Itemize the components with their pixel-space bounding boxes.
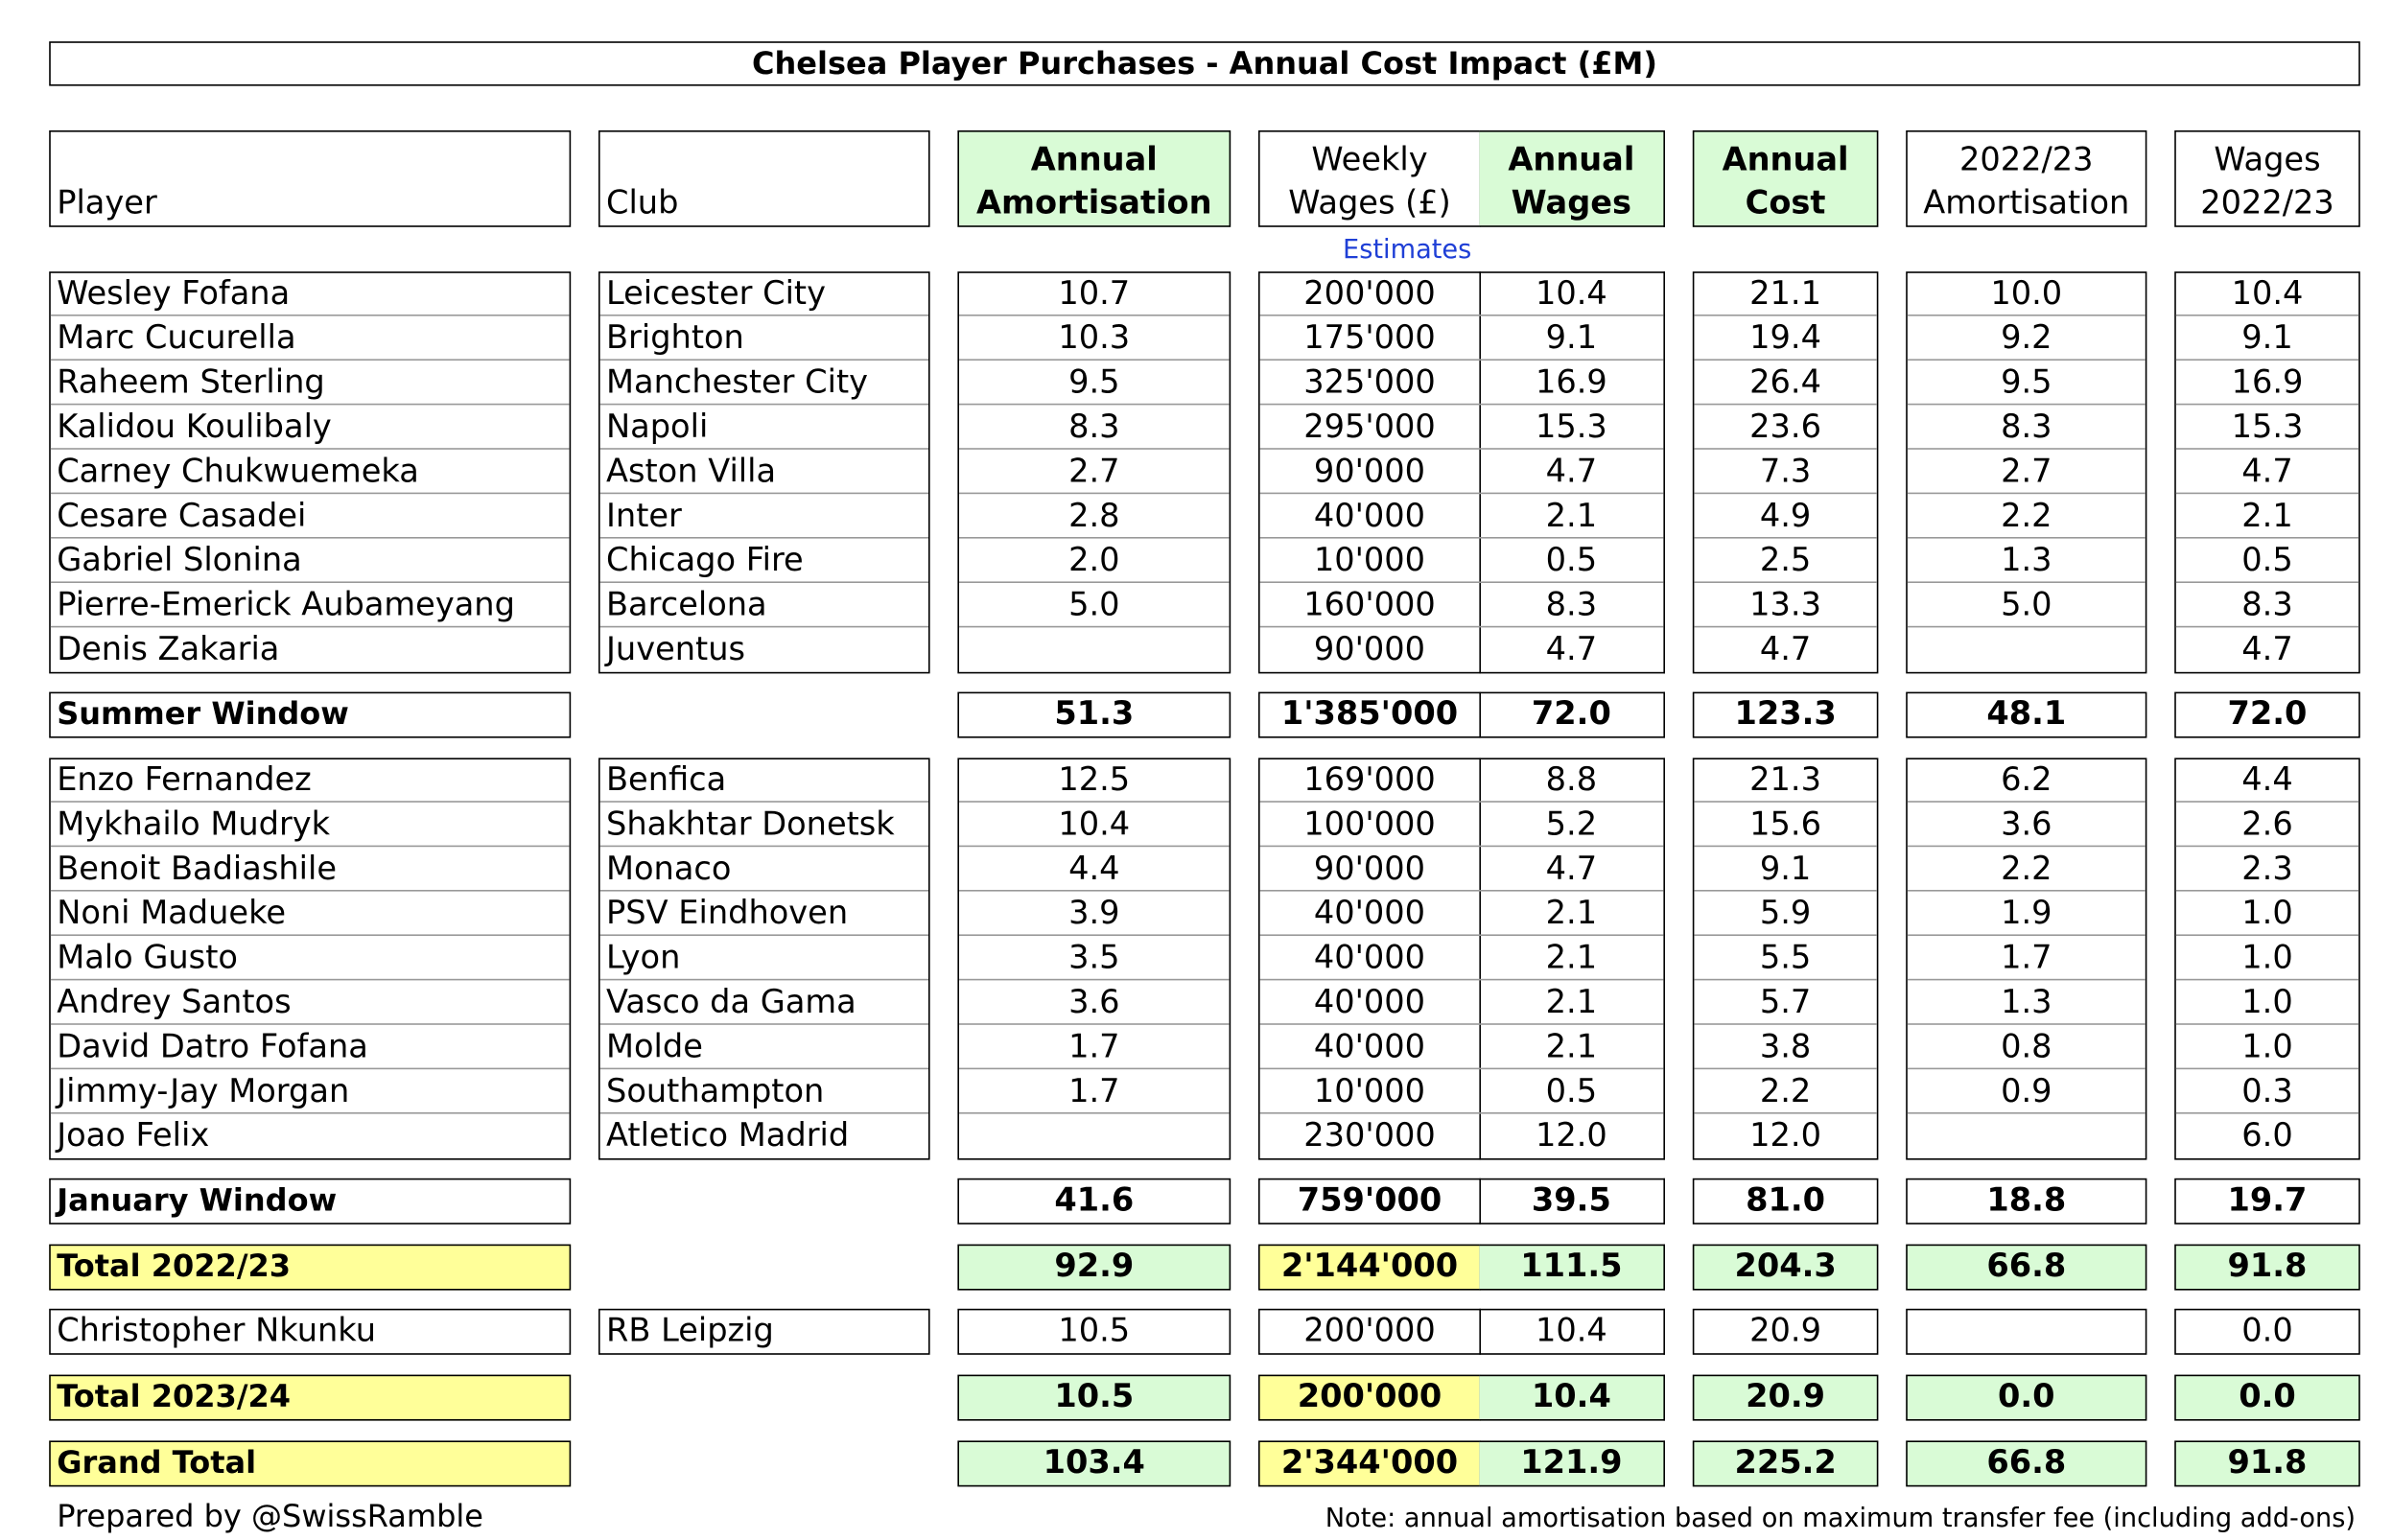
cell-player: Malo Gusto: [51, 936, 570, 980]
cell-weekly: 40'000: [1260, 892, 1480, 936]
cell-cost: 3.8: [1694, 1025, 1876, 1069]
cell-player: David Datro Fofana: [51, 1025, 570, 1069]
cell-am23: 9.2: [1908, 316, 2146, 361]
cell-club: Manchester City: [600, 361, 928, 405]
summer-total-cost-column: [1693, 692, 1879, 738]
cell-club: Shakhtar Donetsk: [600, 803, 928, 847]
header-amort: Annual Amortisation: [957, 130, 1231, 227]
cell-amort: [959, 1114, 1230, 1158]
total-2324-player-column: [49, 1375, 571, 1421]
summer-total-player-column: [49, 692, 571, 738]
cell-cost: 23.6: [1694, 405, 1876, 449]
total-cell-wages: 72.0: [1531, 694, 1611, 733]
cell-wages: 0.5: [1479, 1069, 1663, 1113]
summer-rows-am23-column: [1906, 271, 2146, 673]
footnote: Note: annual amortisation based on maximum transfer fee (including add-ons): [1325, 1504, 2356, 1534]
cell-weekly: 40'000: [1260, 980, 1480, 1024]
cell-wages: 10.4: [1535, 1312, 1607, 1349]
total-cell-am23: 48.1: [1986, 694, 2067, 733]
header-weekly: Weekly Wages (£): [1258, 130, 1481, 227]
nkunku-rows-am23-column: [1906, 1309, 2146, 1355]
cell-weekly: 40'000: [1260, 1025, 1480, 1069]
cell-amort: 2.0: [959, 539, 1230, 583]
cell-amort: 3.9: [959, 892, 1230, 936]
cell-cost: 19.4: [1694, 316, 1876, 361]
january-rows-amort-column: [957, 758, 1231, 1159]
cell-player: Marc Cucurella: [51, 316, 570, 361]
cell-wages: 16.9: [1479, 361, 1663, 405]
header-cost: Annual Cost: [1693, 130, 1879, 227]
cell-wg23: 8.3: [2176, 583, 2358, 627]
cell-cost: 21.3: [1694, 758, 1876, 802]
cell-am23: 0.8: [1908, 1025, 2146, 1069]
cell-amort: 10.7: [959, 271, 1230, 315]
nkunku-rows-weekly-column: [1258, 1309, 1481, 1355]
summer-total-amort-column: [957, 692, 1231, 738]
total-cell-amort: 10.5: [1054, 1377, 1135, 1415]
cell-amort: [959, 627, 1230, 671]
nkunku-rows-club-column: [598, 1309, 930, 1355]
grand-total-cost-column: [1693, 1440, 1879, 1486]
summer-rows-weekly-column: [1258, 271, 1481, 673]
cell-wages: 8.3: [1479, 583, 1663, 627]
cell-wages: 0.5: [1479, 539, 1663, 583]
total-cell-weekly: 759'000: [1297, 1181, 1442, 1219]
cell-wg23: 9.1: [2176, 316, 2358, 361]
cell-club: Molde: [600, 1025, 928, 1069]
cell-cost: 2.2: [1694, 1069, 1876, 1113]
header-club: Club: [598, 130, 930, 227]
total-cell-cost: 204.3: [1734, 1247, 1837, 1285]
cell-am23: [1908, 1309, 2146, 1353]
total-cell-weekly: 2'344'000: [1280, 1443, 1459, 1481]
cell-wg23: 2.3: [2176, 847, 2358, 891]
cell-amort: 2.8: [959, 494, 1230, 538]
summer-total-weekly-column: [1258, 692, 1481, 738]
cell-amort: 1.7: [959, 1025, 1230, 1069]
summer-rows-player-column: [49, 271, 571, 673]
cell-wg23: 1.0: [2176, 892, 2358, 936]
table-title: Chelsea Player Purchases - Annual Cost Impact (£M): [49, 41, 2360, 85]
total-cell-cost: 225.2: [1734, 1443, 1837, 1481]
summer-rows-wg23-column: [2174, 271, 2360, 673]
cell-club: Brighton: [600, 316, 928, 361]
summer-total-wg23-column: [2174, 692, 2360, 738]
cell-player: Andrey Santos: [51, 980, 570, 1024]
total-cell-player: Summer Window: [57, 694, 349, 733]
january-total-player-column: [49, 1178, 571, 1225]
january-rows-wg23-column: [2174, 758, 2360, 1159]
cell-weekly: 90'000: [1260, 847, 1480, 891]
total-2223-cost-column: [1693, 1245, 1879, 1291]
cell-am23: 9.5: [1908, 361, 2146, 405]
cell-amort: 4.4: [959, 847, 1230, 891]
total-2223-player-column: [49, 1245, 571, 1291]
total-cell-wg23: 0.0: [2239, 1377, 2296, 1415]
cell-cost: 4.9: [1694, 494, 1876, 538]
cell-wages: 2.1: [1479, 980, 1663, 1024]
total-2324-wages-column: [1479, 1375, 1665, 1421]
cell-amort: 10.4: [959, 803, 1230, 847]
cell-weekly: 10'000: [1260, 1069, 1480, 1113]
january-total-am23-column: [1906, 1178, 2146, 1225]
cell-amort: 2.7: [959, 450, 1230, 494]
cell-club: Leicester City: [600, 271, 928, 315]
header-wg23: Wages 2022/23: [2174, 130, 2360, 227]
cell-cost: 5.9: [1694, 892, 1876, 936]
cell-amort: 8.3: [959, 405, 1230, 449]
cell-wages: 2.1: [1479, 936, 1663, 980]
cell-am23: 0.9: [1908, 1069, 2146, 1113]
total-2223-am23-column: [1906, 1245, 2146, 1291]
cell-player: Carney Chukwuemeka: [51, 450, 570, 494]
total-2324-cost-column: [1693, 1375, 1879, 1421]
cell-club: Napoli: [600, 405, 928, 449]
cell-wg23: 2.1: [2176, 494, 2358, 538]
header-am23: 2022/23 Amortisation: [1906, 130, 2146, 227]
january-rows-cost-column: [1693, 758, 1879, 1159]
cell-am23: 1.7: [1908, 936, 2146, 980]
cell-am23: 1.3: [1908, 980, 2146, 1024]
cell-club: Inter: [600, 494, 928, 538]
total-2223-amort-column: [957, 1245, 1231, 1291]
cell-player: Kalidou Koulibaly: [51, 405, 570, 449]
cell-amort: 10.5: [1058, 1312, 1131, 1349]
cell-club: Benfica: [600, 758, 928, 802]
cell-cost: 26.4: [1694, 361, 1876, 405]
cell-wages: 2.1: [1479, 494, 1663, 538]
total-cell-wages: 121.9: [1520, 1443, 1623, 1481]
cell-weekly: 160'000: [1260, 583, 1480, 627]
summer-rows-wages-column: [1479, 271, 1665, 673]
total-cell-weekly: 2'144'000: [1280, 1247, 1459, 1285]
cell-club: Atletico Madrid: [606, 1116, 850, 1155]
nkunku-rows-player-column: [49, 1309, 571, 1355]
cell-am23: 2.7: [1908, 450, 2146, 494]
cell-club: Lyon: [600, 936, 928, 980]
january-total-amort-column: [957, 1178, 1231, 1225]
cell-club: Chicago Fire: [600, 539, 928, 583]
cell-amort: 9.5: [959, 361, 1230, 405]
cell-player: Christopher Nkunku: [57, 1312, 377, 1349]
summer-total-wages-column: [1479, 692, 1665, 738]
total-2324-am23-column: [1906, 1375, 2146, 1421]
cell-wg23: 1.0: [2176, 980, 2358, 1024]
grand-total-am23-column: [1906, 1440, 2146, 1486]
cell-amort: 3.6: [959, 980, 1230, 1024]
total-2324-amort-column: [957, 1375, 1231, 1421]
total-cell-am23: 66.8: [1986, 1247, 2067, 1285]
cell-cost: 7.3: [1694, 450, 1876, 494]
total-cell-amort: 41.6: [1054, 1181, 1135, 1219]
january-rows-am23-column: [1906, 758, 2146, 1159]
cell-player: Denis Zakaria: [57, 630, 280, 667]
cell-player: Noni Madueke: [51, 892, 570, 936]
cell-wages: 2.1: [1479, 1025, 1663, 1069]
cell-club: Monaco: [600, 847, 928, 891]
january-rows-club-column: [598, 758, 930, 1159]
cell-amort: 1.7: [959, 1069, 1230, 1113]
cell-wg23: 0.0: [2241, 1312, 2293, 1349]
cell-weekly: 200'000: [1303, 1312, 1436, 1349]
cell-cost: 21.1: [1694, 271, 1876, 315]
cell-wg23: 0.5: [2176, 539, 2358, 583]
total-cell-wages: 10.4: [1531, 1377, 1611, 1415]
total-cell-weekly: 1'385'000: [1280, 694, 1459, 733]
cell-am23: [1908, 627, 2146, 671]
total-cell-amort: 51.3: [1054, 694, 1135, 733]
nkunku-rows-wg23-column: [2174, 1309, 2360, 1355]
cell-am23: 1.3: [1908, 539, 2146, 583]
cell-cost: 13.3: [1694, 583, 1876, 627]
total-cell-wg23: 91.8: [2227, 1443, 2308, 1481]
cell-wg23: 4.7: [2176, 450, 2358, 494]
total-2223-wages-column: [1479, 1245, 1665, 1291]
estimates-note: Estimates: [1343, 234, 1472, 266]
cell-wages: 2.1: [1479, 892, 1663, 936]
total-2324-weekly-column: [1258, 1375, 1481, 1421]
header-player: Player: [49, 130, 571, 227]
cell-weekly: 295'000: [1260, 405, 1480, 449]
cell-am23: [1908, 1114, 2146, 1158]
total-2324-wg23-column: [2174, 1375, 2360, 1421]
january-rows-player-column: [49, 758, 571, 1159]
cell-club: PSV Eindhoven: [600, 892, 928, 936]
cell-am23: 10.0: [1908, 271, 2146, 315]
total-2223-wg23-column: [2174, 1245, 2360, 1291]
summer-rows-amort-column: [957, 271, 1231, 673]
total-cell-player: Total 2022/23: [57, 1247, 292, 1285]
grand-total-amort-column: [957, 1440, 1231, 1486]
cell-wages: 8.8: [1479, 758, 1663, 802]
cell-wages: 4.7: [1479, 450, 1663, 494]
cell-weekly: 200'000: [1260, 271, 1480, 315]
cell-amort: 12.5: [959, 758, 1230, 802]
cell-player: Wesley Fofana: [51, 271, 570, 315]
total-cell-wages: 111.5: [1520, 1247, 1623, 1285]
cell-cost: 5.5: [1694, 936, 1876, 980]
cell-am23: 3.6: [1908, 803, 2146, 847]
total-cell-wg23: 91.8: [2227, 1247, 2308, 1285]
cell-wages: 5.2: [1479, 803, 1663, 847]
total-cell-am23: 66.8: [1986, 1443, 2067, 1481]
cell-club: Vasco da Gama: [600, 980, 928, 1024]
grand-total-player-column: [49, 1440, 571, 1486]
grand-total-weekly-column: [1258, 1440, 1481, 1486]
cell-wages: 12.0: [1535, 1116, 1607, 1155]
total-cell-player: Total 2023/24: [57, 1377, 292, 1415]
cell-weekly: 325'000: [1260, 361, 1480, 405]
cell-weekly: 90'000: [1260, 450, 1480, 494]
cell-wages: 10.4: [1479, 271, 1663, 315]
total-cell-cost: 20.9: [1746, 1377, 1826, 1415]
january-total-wg23-column: [2174, 1178, 2360, 1225]
cell-weekly: 40'000: [1260, 936, 1480, 980]
cell-wg23: 1.0: [2176, 936, 2358, 980]
january-total-wages-column: [1479, 1178, 1665, 1225]
total-cell-amort: 103.4: [1043, 1443, 1145, 1481]
cell-am23: 2.2: [1908, 494, 2146, 538]
cell-am23: 6.2: [1908, 758, 2146, 802]
cell-player: Pierre-Emerick Aubameyang: [51, 583, 570, 627]
cell-club: Southampton: [600, 1069, 928, 1113]
cell-cost: 4.7: [1759, 630, 1812, 667]
grand-total-wg23-column: [2174, 1440, 2360, 1486]
january-total-cost-column: [1693, 1178, 1879, 1225]
cell-wages: 4.7: [1479, 847, 1663, 891]
cell-wages: 9.1: [1479, 316, 1663, 361]
january-total-weekly-column: [1258, 1178, 1481, 1225]
cell-player: Raheem Sterling: [51, 361, 570, 405]
total-cell-am23: 0.0: [1998, 1377, 2055, 1415]
cell-cost: 12.0: [1749, 1116, 1821, 1155]
header-wages: Annual Wages: [1479, 130, 1665, 227]
total-cell-amort: 92.9: [1054, 1247, 1135, 1285]
cell-wg23: 16.9: [2176, 361, 2358, 405]
total-cell-weekly: 200'000: [1297, 1377, 1442, 1415]
cell-weekly: 40'000: [1260, 494, 1480, 538]
cell-amort: 3.5: [959, 936, 1230, 980]
cell-club: Juventus: [606, 630, 746, 667]
total-cell-cost: 123.3: [1734, 694, 1837, 733]
cell-wg23: 1.0: [2176, 1025, 2358, 1069]
cell-wg23: 0.3: [2176, 1069, 2358, 1113]
cell-player: Cesare Casadei: [51, 494, 570, 538]
cell-weekly: 10'000: [1260, 539, 1480, 583]
cell-player: Mykhailo Mudryk: [51, 803, 570, 847]
cell-wg23: 10.4: [2176, 271, 2358, 315]
total-cell-am23: 18.8: [1986, 1181, 2067, 1219]
cell-cost: 5.7: [1694, 980, 1876, 1024]
cell-am23: 5.0: [1908, 583, 2146, 627]
january-rows-wages-column: [1479, 758, 1665, 1159]
cell-player: Joao Felix: [57, 1116, 210, 1155]
cell-am23: 2.2: [1908, 847, 2146, 891]
cell-club: RB Leipzig: [606, 1312, 774, 1349]
total-cell-wg23: 19.7: [2227, 1181, 2308, 1219]
cell-cost: 20.9: [1749, 1312, 1821, 1349]
total-cell-player: Grand Total: [57, 1443, 257, 1481]
grand-total-wages-column: [1479, 1440, 1665, 1486]
cell-weekly: 90'000: [1313, 630, 1426, 667]
cell-wg23: 4.4: [2176, 758, 2358, 802]
cell-am23: 1.9: [1908, 892, 2146, 936]
nkunku-rows-amort-column: [957, 1309, 1231, 1355]
cell-player: Gabriel Slonina: [51, 539, 570, 583]
cell-club: Barcelona: [600, 583, 928, 627]
credit: Prepared by @SwissRamble: [57, 1497, 483, 1534]
nkunku-rows-wages-column: [1479, 1309, 1665, 1355]
total-cell-wages: 39.5: [1531, 1181, 1611, 1219]
cell-weekly: 230'000: [1303, 1116, 1436, 1155]
cell-weekly: 175'000: [1260, 316, 1480, 361]
total-cell-player: January Window: [57, 1181, 338, 1219]
total-2223-weekly-column: [1258, 1245, 1481, 1291]
total-cell-cost: 81.0: [1746, 1181, 1826, 1219]
january-rows-weekly-column: [1258, 758, 1481, 1159]
summer-total-am23-column: [1906, 692, 2146, 738]
cell-cost: 15.6: [1694, 803, 1876, 847]
cell-amort: 5.0: [959, 583, 1230, 627]
summer-rows-cost-column: [1693, 271, 1879, 673]
summer-rows-club-column: [598, 271, 930, 673]
cell-wg23: 6.0: [2241, 1116, 2293, 1155]
cell-wg23: 15.3: [2176, 405, 2358, 449]
total-cell-wg23: 72.0: [2227, 694, 2308, 733]
cell-player: Enzo Fernandez: [51, 758, 570, 802]
cell-wages: 4.7: [1545, 630, 1598, 667]
cell-wg23: 4.7: [2241, 630, 2293, 667]
cell-wages: 15.3: [1479, 405, 1663, 449]
cell-am23: 8.3: [1908, 405, 2146, 449]
cell-weekly: 100'000: [1260, 803, 1480, 847]
cell-cost: 2.5: [1694, 539, 1876, 583]
cell-player: Benoit Badiashile: [51, 847, 570, 891]
cell-player: Jimmy-Jay Morgan: [51, 1069, 570, 1113]
nkunku-rows-cost-column: [1693, 1309, 1879, 1355]
cell-cost: 9.1: [1694, 847, 1876, 891]
cell-club: Aston Villa: [600, 450, 928, 494]
cell-weekly: 169'000: [1260, 758, 1480, 802]
cell-wg23: 2.6: [2176, 803, 2358, 847]
cell-amort: 10.3: [959, 316, 1230, 361]
